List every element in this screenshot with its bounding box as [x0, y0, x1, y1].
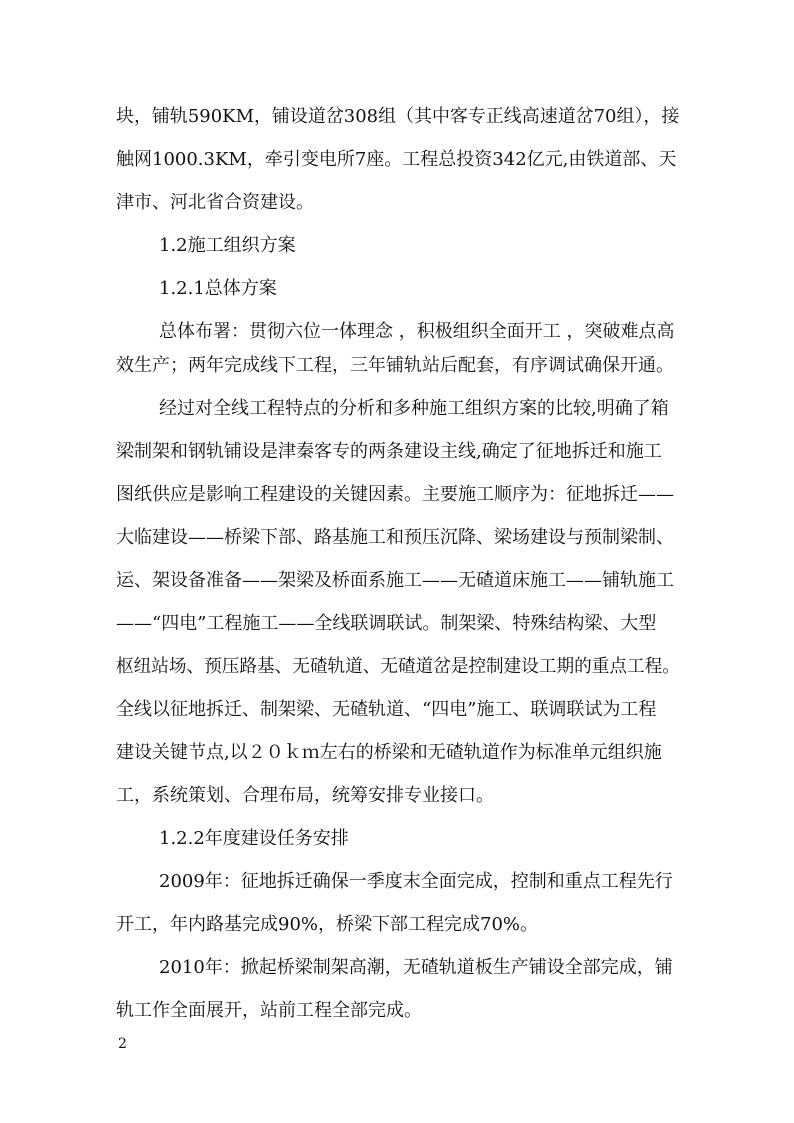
- body-text-line: 轨工作全面展开，站前工程全部完成。: [116, 1000, 422, 1021]
- page-number: 2: [118, 1036, 127, 1052]
- paragraph-first-line: 总体布署：贯彻六位一体理念 ，积极组织全面开工 ，突破难点高: [159, 321, 675, 342]
- body-text-line: 运、架设备准备——架梁及桥面系施工——无碴道床施工——铺轨施工: [116, 570, 674, 591]
- subsection-heading: 1.2.1总体方案: [159, 278, 277, 299]
- body-text-line: ——“四电”工程施工——全线联调联试。制架梁、特殊结构梁、大型: [116, 613, 657, 634]
- body-text-line: 枢纽站场、预压路基、无碴轨道、无碴道岔是控制建设工期的重点工程。: [116, 656, 680, 677]
- section-heading: 1.2施工组织方案: [159, 235, 296, 256]
- body-text-line: 津市、河北省合资建设。: [116, 192, 314, 213]
- body-text-line: 大临建设——桥梁下部、路基施工和预压沉降、梁场建设与预制梁制、: [116, 527, 674, 548]
- paragraph-first-line: 经过对全线工程特点的分析和多种施工组织方案的比较,明确了箱: [159, 398, 669, 419]
- body-text-line: 块，铺轨590KM，铺设道岔308组（其中客专正线高速道岔70组），接: [116, 106, 680, 127]
- body-text-line: 建设关键节点,以２０ｋｍ左右的桥梁和无碴轨道作为标准单元组织施: [116, 742, 662, 763]
- body-text-line: 触网1000.3KM，牵引变电所7座。工程总投资342亿元,由铁道部、天: [116, 149, 677, 170]
- body-text-line: 开工，年内路基完成90%，桥梁下部工程完成70%。: [116, 914, 539, 935]
- paragraph-first-line: 2009年：征地拆迁确保一季度末全面完成，控制和重点工程先行: [159, 871, 673, 892]
- body-text-line: 效生产；两年完成线下工程，三年铺轨站后配套，有序调试确保开通。: [116, 355, 674, 376]
- body-text-line: 工，系统策划、合理布局，统筹安排专业接口。: [116, 785, 494, 806]
- body-text-line: 全线以征地拆迁、制架梁、无碴轨道、“四电”施工、联调联试为工程: [116, 699, 657, 720]
- paragraph-first-line: 2010年：掀起桥梁制架高潮，无碴轨道板生产铺设全部完成，铺: [159, 957, 673, 978]
- body-text-line: 图纸供应是影响工程建设的关键因素。主要施工顺序为：征地拆迁——: [116, 484, 674, 505]
- subsection-heading: 1.2.2年度建设任务安排: [159, 828, 349, 849]
- body-text-line: 梁制架和钢轨铺设是津秦客专的两条建设主线,确定了征地拆迁和施工: [116, 441, 662, 462]
